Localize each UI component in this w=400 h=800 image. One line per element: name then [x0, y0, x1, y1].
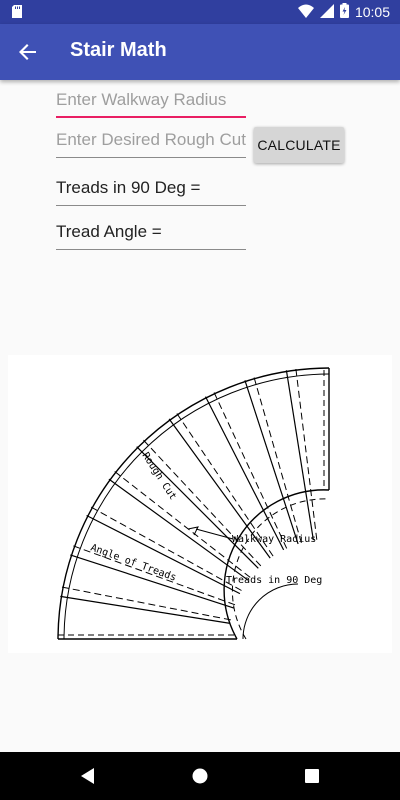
walkway-radius-text: Walkway Radius: [232, 534, 317, 545]
tread-line: [296, 369, 317, 540]
rough-cut-input[interactable]: [56, 124, 246, 156]
stair-diagram: [8, 355, 392, 653]
tread-line: [60, 596, 230, 623]
angle-of-treads-text: Angle of Treads: [88, 542, 178, 584]
tread-angle-result-field: [56, 216, 246, 250]
tread-line: [70, 555, 234, 608]
walkway-radius-input[interactable]: [56, 84, 246, 116]
nav-recents-button[interactable]: [300, 764, 324, 788]
tread-line: [254, 378, 301, 543]
navigation-bar: [0, 752, 400, 800]
app-bar: [0, 24, 400, 80]
nav-home-icon: [192, 768, 208, 784]
wifi-icon: [298, 4, 314, 21]
battery-icon: [340, 3, 349, 21]
sd-card-icon: [12, 5, 22, 23]
calculate-button[interactable]: CALCULATE: [254, 127, 344, 163]
status-time: 10:05: [354, 4, 390, 20]
nav-back-button[interactable]: [76, 764, 100, 788]
tread-line: [214, 393, 287, 549]
app-title: Stair Math: [70, 39, 167, 61]
treads-result-field: [56, 172, 246, 206]
nav-back-icon: [81, 768, 95, 784]
tread-line: [62, 587, 231, 620]
arrow-back-icon: [19, 43, 37, 61]
tread-line: [286, 370, 313, 540]
nav-home-button[interactable]: [188, 764, 212, 788]
status-bar: [0, 0, 400, 24]
nav-recents-icon: [305, 769, 319, 783]
back-button[interactable]: [14, 38, 42, 66]
treads-result-label: Treads in 90 Deg =: [56, 178, 201, 197]
rough-cut-field[interactable]: [56, 124, 246, 158]
stair-diagram-drawing: [8, 355, 392, 653]
signal-icon: [320, 4, 334, 21]
walkway-radius-field[interactable]: [56, 84, 246, 118]
tread-angle-result-label: Tread Angle =: [56, 222, 162, 241]
rough-cut-text: Rough Cut: [139, 450, 179, 503]
treads-in-90-text: Treads in 90 Deg: [226, 575, 323, 586]
